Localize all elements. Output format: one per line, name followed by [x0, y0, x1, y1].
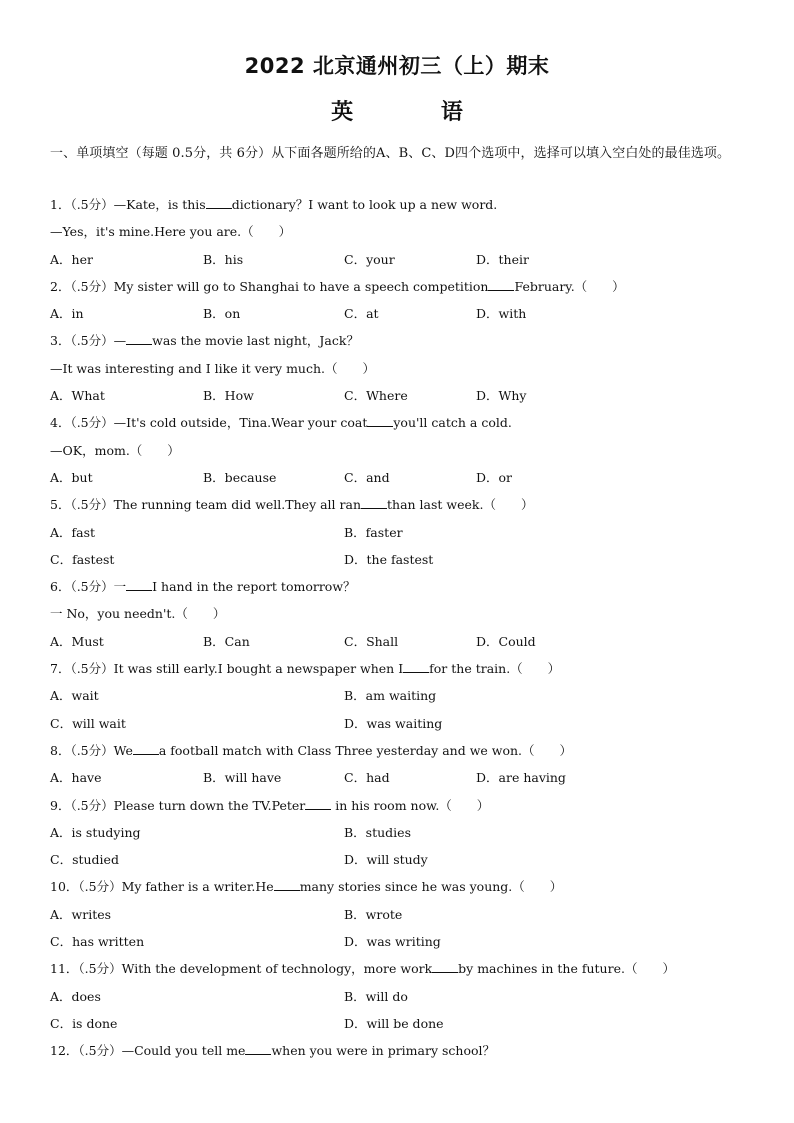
option-d: D．their: [476, 251, 529, 267]
option-b: B．his: [203, 251, 244, 267]
subject-heading: 英 语: [331, 100, 503, 125]
option-d: D．with: [476, 306, 527, 322]
options-row: [50, 246, 750, 273]
option-d: D．Could: [476, 633, 536, 649]
options-row: [50, 464, 750, 491]
question-list: [50, 191, 750, 1065]
option-c: C．has written: [50, 934, 145, 950]
option-d: D．the fastest: [344, 551, 434, 567]
question-stem: 11．（.5分）With the development of technology，more work by machines in the future.（ ）: [50, 955, 750, 982]
page-title: 2022 北京通州初三（上）期末: [244, 54, 550, 78]
question-dialogue-line: —OK，mom.（ ）: [50, 442, 180, 458]
section-instructions: 一、单项填空（每题 0.5分，共 6分）从下面各题所给的A、B、C、D四个选项中，选择可以填入空白处的最佳选项。: [50, 146, 731, 161]
option-d: D．was writing: [344, 934, 441, 950]
answer-blank: [432, 958, 458, 973]
answer-blank: [206, 194, 232, 209]
option-b: B．because: [203, 469, 277, 485]
option-c: C．and: [344, 469, 390, 485]
option-b: B．will do: [344, 988, 408, 1004]
answer-blank: [133, 740, 159, 755]
question-stem: 3．（.5分）— was the movie last night，Jack？: [50, 327, 750, 354]
option-a: A．is studying: [50, 824, 141, 840]
options-row: [50, 382, 750, 409]
options-row: [50, 710, 750, 737]
options-row: [50, 764, 750, 791]
option-d: D．are having: [476, 770, 566, 786]
options-row: [50, 546, 750, 573]
question-dialogue-line: —It was interesting and I like it very much.（ ）: [50, 360, 376, 376]
option-b: B．on: [203, 306, 241, 322]
option-a: A．wait: [50, 688, 99, 704]
question-dialogue-line: 一 No，you needn't.（ ）: [50, 606, 226, 622]
option-c: C．your: [344, 251, 395, 267]
options-row: [50, 819, 750, 846]
option-c: C．studied: [50, 852, 119, 868]
options-row: [50, 519, 750, 546]
answer-blank: [245, 1040, 271, 1055]
question-stem: 7．（.5分）It was still early.I bought a newspaper when I for the train.（ ）: [50, 655, 750, 682]
option-a: A．her: [50, 251, 93, 267]
option-a: A．fast: [50, 524, 96, 540]
option-d: D．was waiting: [344, 715, 443, 731]
option-a: A．Must: [50, 633, 104, 649]
question-stem: 9．（.5分）Please turn down the TV.Peter in his room now.（ ）: [50, 792, 750, 819]
option-d: D．will study: [344, 852, 428, 868]
option-b: B．am waiting: [344, 688, 437, 704]
answer-blank: [367, 412, 393, 427]
option-b: B．faster: [344, 524, 403, 540]
option-a: A．have: [50, 770, 102, 786]
answer-blank: [403, 658, 429, 673]
option-d: D．will be done: [344, 1015, 444, 1031]
question-stem: 2．（.5分）My sister will go to Shanghai to have a speech competition February.（ ）: [50, 273, 750, 300]
options-row: [50, 928, 750, 955]
option-d: D．or: [476, 469, 513, 485]
answer-blank: [126, 330, 152, 345]
options-row: [50, 682, 750, 709]
option-a: A．in: [50, 306, 84, 322]
option-c: C．is done: [50, 1015, 118, 1031]
option-a: A．but: [50, 469, 93, 485]
option-a: A．writes: [50, 906, 112, 922]
question-stem: 4．（.5分）—It's cold outside，Tina.Wear your coat you'll catch a cold.: [50, 409, 750, 436]
option-c: C．at: [344, 306, 379, 322]
question-stem: 5．（.5分）The running team did well.They all ran than last week.（ ）: [50, 491, 750, 518]
option-a: A．does: [50, 988, 101, 1004]
option-b: B．wrote: [344, 906, 403, 922]
answer-blank: [305, 795, 331, 810]
answer-blank: [361, 494, 387, 509]
question-stem: 6．（.5分）一 I hand in the report tomorrow？: [50, 573, 750, 600]
options-row: [50, 628, 750, 655]
option-c: C．fastest: [50, 551, 115, 567]
question-dialogue-line: —Yes，it's mine.Here you are.（ ）: [50, 224, 292, 240]
question-stem: 10．（.5分）My father is a writer.He many stories since he was young.（ ）: [50, 873, 750, 900]
option-b: B．will have: [203, 770, 282, 786]
option-c: C．Shall: [344, 633, 399, 649]
option-b: B．Can: [203, 633, 250, 649]
options-row: [50, 1010, 750, 1037]
option-b: B．How: [203, 388, 254, 404]
option-b: B．studies: [344, 824, 411, 840]
option-a: A．What: [50, 388, 105, 404]
options-row: [50, 300, 750, 327]
answer-blank: [488, 276, 514, 291]
option-c: C．had: [344, 770, 390, 786]
question-stem: 12．（.5分）—Could you tell me when you were in primary school？: [50, 1037, 750, 1064]
question-stem: 8．（.5分）We a football match with Class Three yesterday and we won.（ ）: [50, 737, 750, 764]
option-c: C．Where: [344, 388, 408, 404]
options-row: [50, 983, 750, 1010]
options-row: [50, 846, 750, 873]
answer-blank: [274, 876, 300, 891]
question-stem: 1．（.5分）—Kate，is this dictionary？I want to look up a new word.: [50, 191, 750, 218]
answer-blank: [126, 576, 152, 591]
option-c: C．will wait: [50, 715, 126, 731]
option-d: D．Why: [476, 388, 527, 404]
options-row: [50, 901, 750, 928]
